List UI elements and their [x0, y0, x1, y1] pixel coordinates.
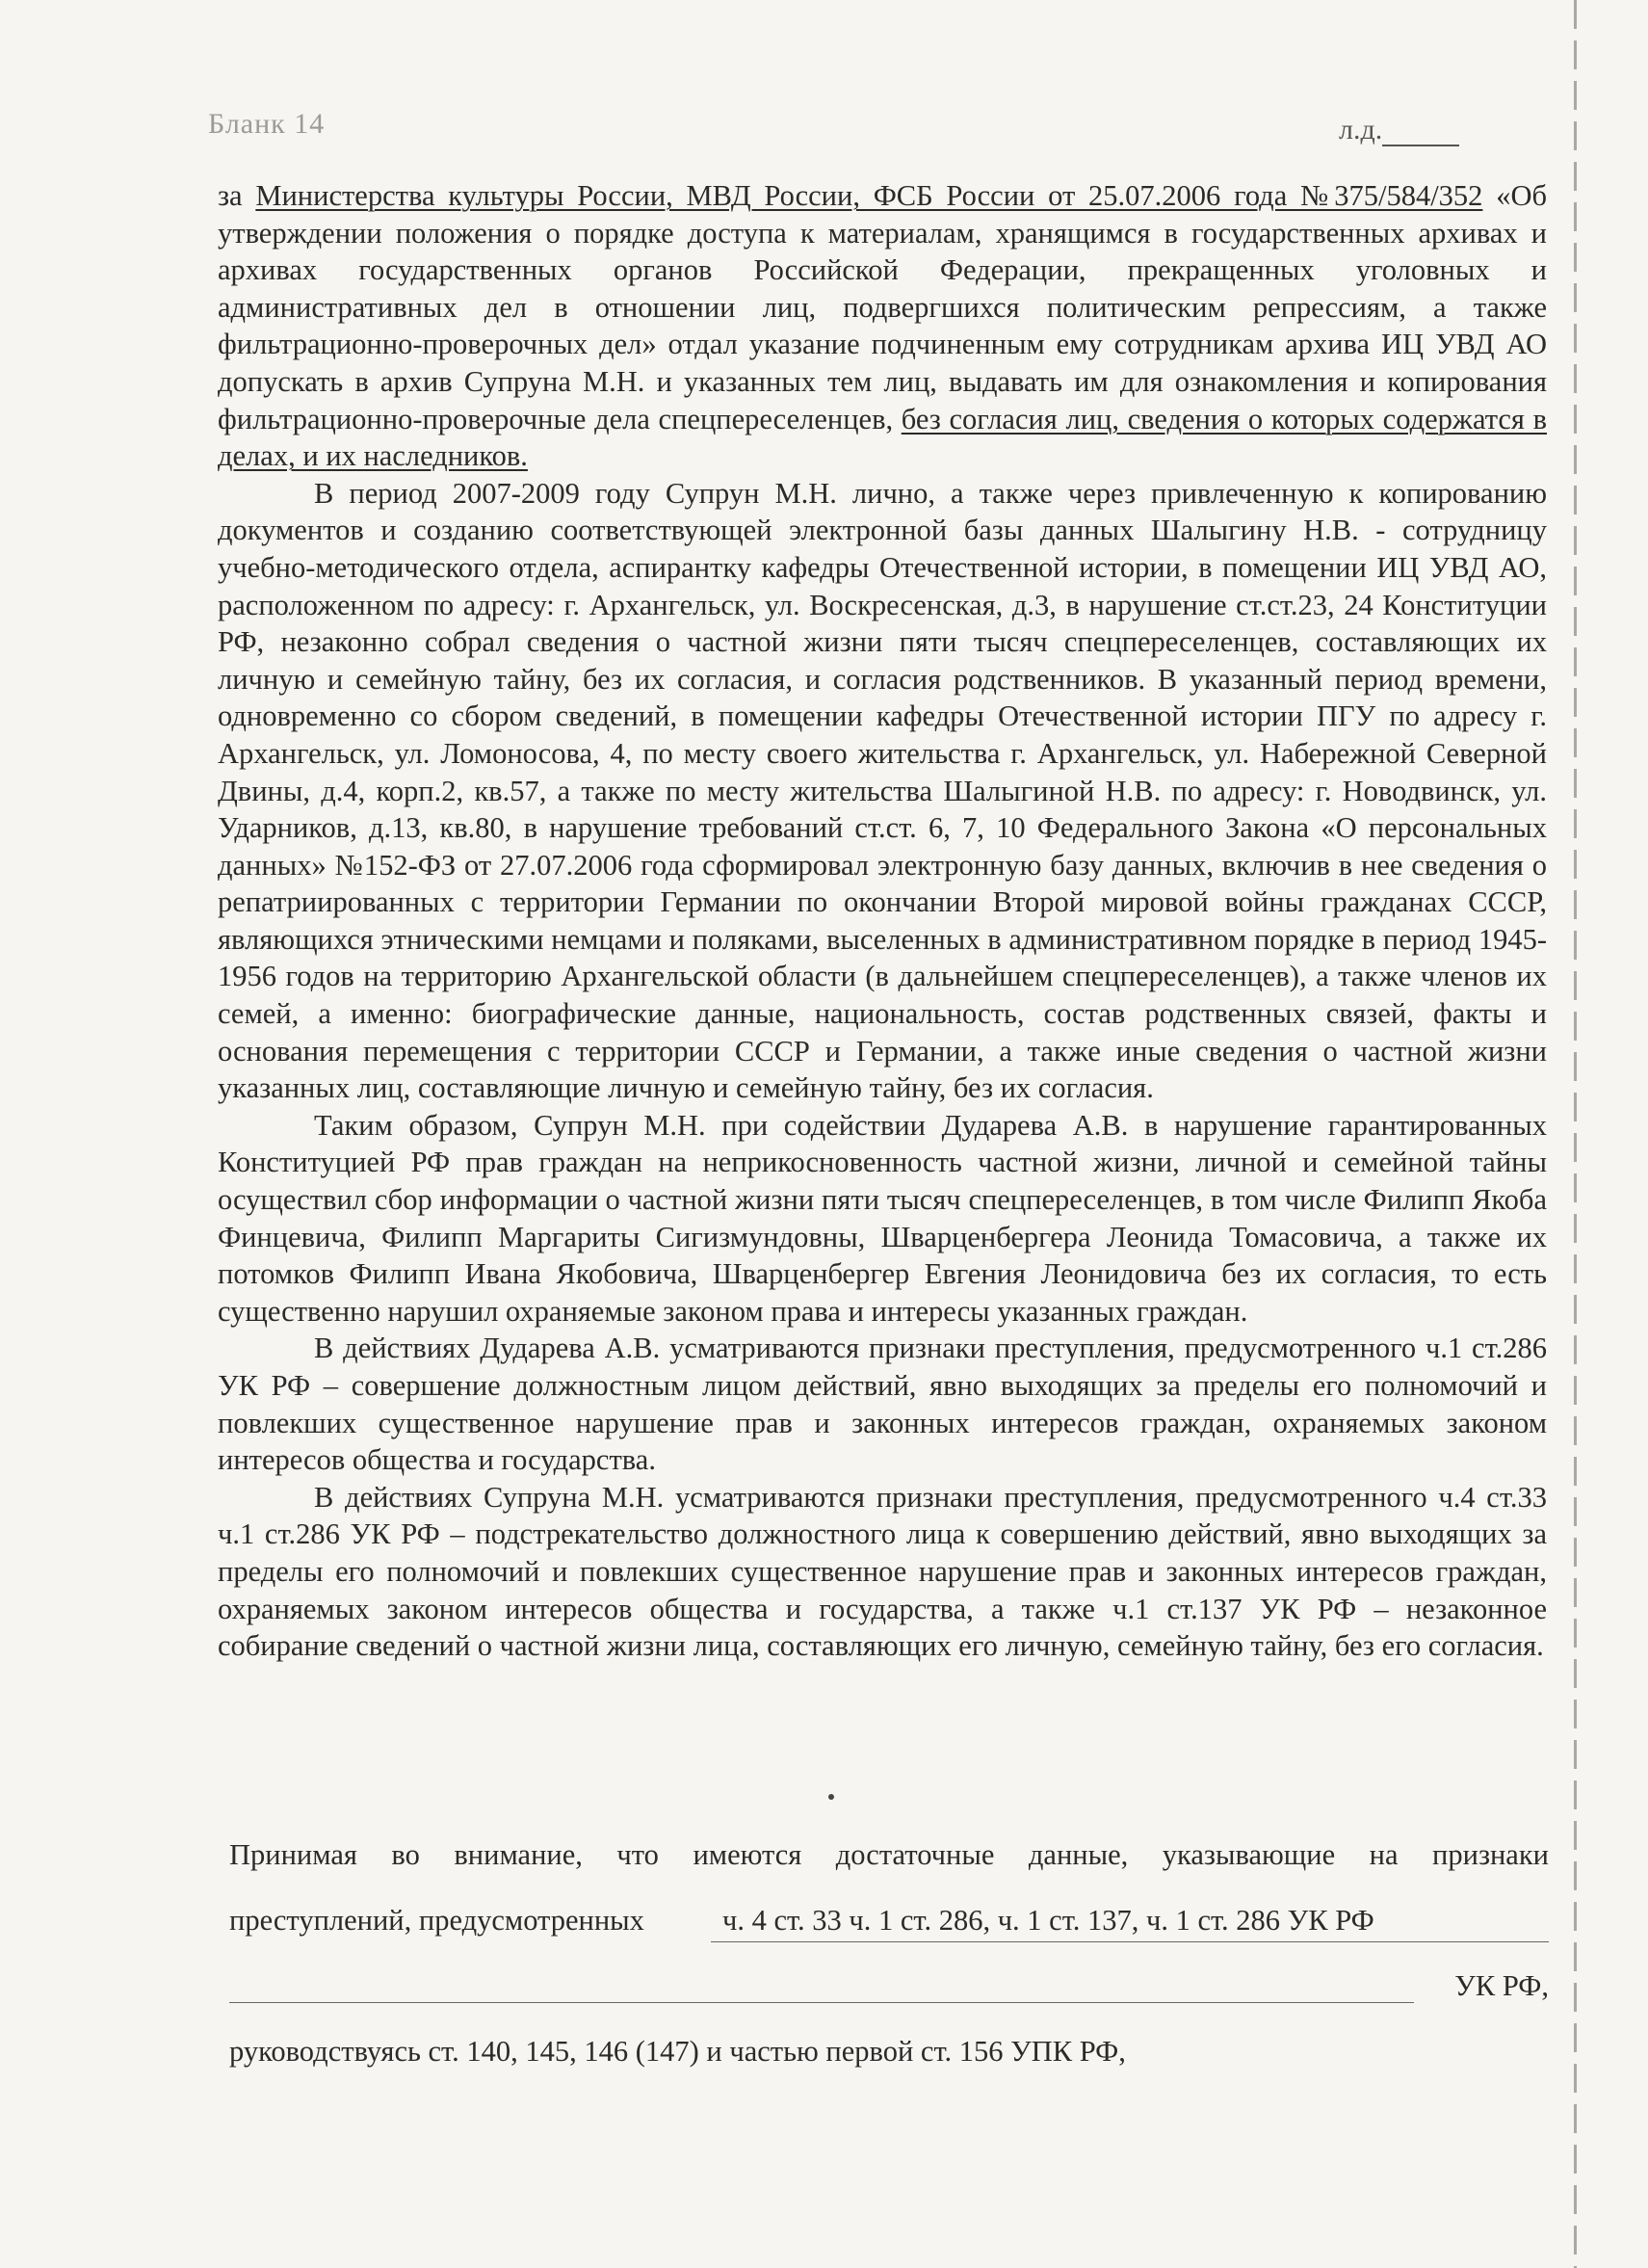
form-label: Бланк 14 [208, 108, 326, 140]
form-line-blank [229, 1969, 1549, 2008]
scan-edge [1574, 0, 1577, 2268]
form-line-crimes [229, 1904, 1549, 1938]
page-number-blank [1382, 119, 1459, 146]
ink-dot [828, 1794, 834, 1800]
underlined-consent-clause: без согласия лиц, сведения о которых содержатся в делах, и их наследников. [218, 402, 1547, 473]
paragraph-3: Таким образом, Супрун М.Н. при содействии Дударева А.В. в нарушение гарантированных Конституцией РФ прав граждан на неприкосновенность частной жизни, личной и семейной тайны осуществил сбор информации о частной жизни пяти тысяч спецпереселенцев, в том числе Филипп Якоба Финцевича, Филипп Маргариты Сигизмундовны, Шварценбергера Леонида Томасовича, а также их потомков Филипп Ивана Якобовича, Шварценбергер Евгения Леонидовича без их согласия, то есть существенно нарушил охраняемые законом права и интересы указанных граждан. [218, 1108, 1547, 1328]
blank-rule [229, 2002, 1414, 2003]
paragraph-5: В действиях Супруна М.Н. усматриваются признаки преступления, предусмотренного ч.4 ст.33 ч.1 ст.286 УК РФ – подстрекательство должностного лица к совершению действий, явно выходящих за пределы его полномочий и повлекших существенное нарушение прав и законных интересов граждан, охраняемых законом интересов общества и государства, а также ч.1 ст.137 УК РФ – незаконное собирание сведений о частной жизни лица, составляющих его личную, семейную тайну, без его согласия. [218, 1480, 1547, 1663]
crimes-value: ч. 4 ст. 33 ч. 1 ст. 286, ч. 1 ст. 137, ч. 1 ст. 286 УК РФ [722, 1904, 1374, 1937]
crimes-label: преступлений, предусмотренных [229, 1904, 644, 1937]
form-line-grounds: Принимая во внимание, что имеются достаточные данные, указывающие на признаки [229, 1838, 1549, 1871]
underlined-order-reference: Министерства культуры России, МВД России, ФСБ России от 25.07.2006 года №375/584/352 [255, 179, 1483, 212]
paragraph-2: В период 2007-2009 году Супрун М.Н. лично, а также через привлеченную к копированию документов и созданию соответствующей электронной базы данных Шалыгину Н.В. - сотрудницу учебно-методического отдела, аспирантку кафедры Отечественной истории, в помещении ИЦ УВД АО, расположенном по адресу: г. Архангельск, ул. Воскресенская, д.3, в нарушение ст.ст.23, 24 Конституции РФ, незаконно собрал сведения о частной жизни пяти тысяч спецпереселенцев, составляющих их личную и семейную тайну, без их согласия, и согласия родственников. В указанный период времени, одновременно со сбором сведений, в помещении кафедры Отечественной истории ПГУ по адресу г. Архангельск, ул. Ломоносова, 4, по месту своего жительства г. Архангельск, ул. Набережной Северной Двины, д.4, корп.2, кв.57, а также по месту жительства Шалыгиной Н.В. по адресу: г. Новодвинск, ул. Ударников, д.13, кв.80, в нарушение требований ст.ст. 6, 7, 10 Федерального Закона «О персональных данных» №152-ФЗ от 27.07.2006 года сформировал электронную базу данных, включив в нее сведения о репатриированных с территории Германии по окончании Второй мировой войны гражданах СССР, являющихся этническими немцами и поляками, выселенных в административном порядке в период 1945-1956 годов на территорию Архангельской области (в дальнейшем спецпереселенцев), а также членов их семей, а именно: биографические данные, национальность, состав родственных связей, факты и основания перемещения с территории СССР и Германии, а также иные сведения о частной жизни указанных лиц, составляющие личную и семейную тайну, без их согласия. [218, 476, 1547, 1105]
form-line-guided-by: руководствуясь ст. 140, 145, 146 (147) и частью первой ст. 156 УПК РФ, [229, 2035, 1126, 2068]
page-reference [1339, 114, 1459, 146]
page-reference-label: л.д. [1339, 114, 1383, 145]
document-body [218, 177, 1547, 1665]
uk-rf-suffix: УК РФ, [1454, 1969, 1549, 2002]
crimes-field [711, 1904, 1549, 1942]
paragraph-4: В действиях Дударева А.В. усматриваются признаки преступления, предусмотренного ч.1 ст.286 УК РФ – совершение должностным лицом действий, явно выходящих за пределы его полномочий и повлекших существенное нарушение прав и законных интересов граждан, охраняемых законом интересов общества и государства. [218, 1332, 1547, 1477]
paragraph-1: за Министерства культуры России, МВД России, ФСБ России от 25.07.2006 года №375/584/352 «Об утверждении положения о порядке доступа к материалам, хранящимся в государственных архивах и архивах государственных органов Российской Федерации, прекращенных уголовных и административных дел в отношении лиц, подвергшихся политическим репрессиям, а также фильтрационно-проверочных дел» отдал указание подчиненным ему сотрудникам архива ИЦ УВД АО допускать в архив Супруна М.Н. и указанных тем лиц, выдавать им для ознакомления и копирования фильтрационно-проверочные дела спецпереселенцев, без согласия лиц, сведения о которых содержатся в делах, и их наследников. [218, 179, 1547, 473]
